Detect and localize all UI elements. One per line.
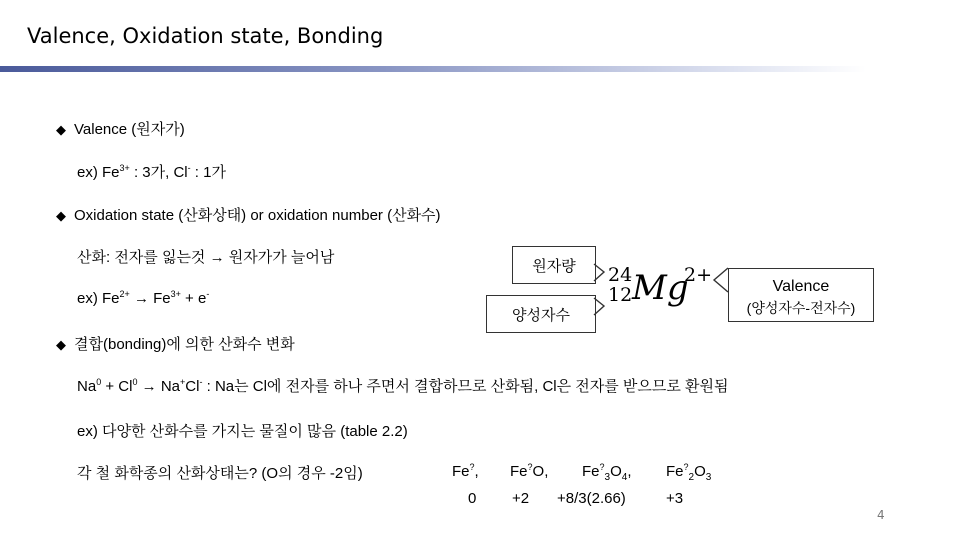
valence-heading: Valence (원자가) xyxy=(74,121,185,138)
nacl-sup: 0 xyxy=(132,377,138,387)
iron-species-3 xyxy=(666,462,711,483)
bonding-example: ex) 다양한 산화수를 가지는 물질이 많음 (table 2.2) xyxy=(77,423,408,440)
oxidation-heading: Oxidation state (산화상태) or oxidation number (산화수) xyxy=(74,207,441,224)
oxidation-value-3: +3 xyxy=(666,490,684,507)
species-text: O xyxy=(610,463,622,480)
species-sup: ? xyxy=(683,462,689,472)
valence-example-text: : 3가, Cl xyxy=(129,164,188,181)
diamond-bullet-icon: ◆ xyxy=(56,122,66,137)
oxidation-value-2: +8/3(2.66) xyxy=(557,490,626,507)
oxidation-example-sup: 2+ xyxy=(119,289,130,299)
species-sub: 2 xyxy=(688,472,695,483)
species-sup: ? xyxy=(599,462,605,472)
species-sup: ? xyxy=(469,462,475,472)
valence-callout-subtitle: (양성자수-전자수) xyxy=(746,300,856,316)
oxidation-example-text: + e xyxy=(180,290,207,307)
oxidation-example-sup: 3+ xyxy=(170,289,181,299)
valence-connector-arrow xyxy=(714,268,728,292)
iron-species-2 xyxy=(582,462,632,483)
nacl-text: + Cl xyxy=(101,378,133,395)
slide-title: Valence, Oxidation state, Bonding xyxy=(27,24,384,48)
nacl-text: Cl xyxy=(185,378,200,395)
page-number: 4 xyxy=(877,508,885,522)
species-text: , xyxy=(474,463,479,480)
species-sub: 3 xyxy=(604,472,611,483)
valence-example-text: ex) Fe xyxy=(77,164,120,181)
atomic-mass-box: 원자량 xyxy=(512,246,596,284)
nacl-sup: 0 xyxy=(96,377,102,387)
oxidation-example-text: → Fe xyxy=(129,290,171,307)
diamond-bullet-icon: ◆ xyxy=(56,337,66,352)
valence-example-sup: - xyxy=(187,163,191,173)
nacl-sup: - xyxy=(199,377,203,387)
mass-number: 24 xyxy=(608,264,633,286)
oxidation-example-text: ex) Fe xyxy=(77,290,120,307)
species-sub: 3 xyxy=(705,472,712,483)
proton-count-box: 양성자수 xyxy=(486,295,596,333)
species-text: , xyxy=(627,463,632,480)
species-sub: 4 xyxy=(621,472,628,483)
valence-example-text: : 1가 xyxy=(190,164,226,181)
species-text: O, xyxy=(532,463,549,480)
sodium-chloride-line xyxy=(77,375,729,396)
valence-callout-box xyxy=(728,268,874,322)
species-text: O xyxy=(694,463,706,480)
valence-example-sup: 3+ xyxy=(119,163,130,173)
species-text: Fe xyxy=(666,463,684,480)
nacl-text: Na xyxy=(77,378,97,395)
bonding-heading-line xyxy=(56,333,295,354)
oxidation-definition: 산화: 전자를 잃는것 → 원자가가 늘어남 xyxy=(77,249,335,266)
nacl-text: : Na는 Cl에 전자를 하나 주면서 결합하므로 산화됨, Cl은 전자를 받으므로 환원됨 xyxy=(202,378,729,395)
oxidation-example-sup: - xyxy=(206,289,210,299)
iron-question: 각 철 화학종의 산화상태는? (O의 경우 -2임) xyxy=(77,465,363,482)
element-symbol: Mg xyxy=(632,268,689,308)
diamond-bullet-icon: ◆ xyxy=(56,208,66,223)
oxidation-value-1: +2 xyxy=(512,490,530,507)
ion-charge: 2+ xyxy=(684,264,713,286)
valence-callout-title: Valence xyxy=(772,278,830,295)
oxidation-value-0: 0 xyxy=(468,490,477,507)
species-sup: ? xyxy=(527,462,533,472)
species-text: Fe xyxy=(510,463,528,480)
nuclide-notation xyxy=(600,264,713,308)
iron-species-1 xyxy=(510,462,548,480)
species-text: Fe xyxy=(582,463,600,480)
species-text: Fe xyxy=(452,463,470,480)
nacl-text: → Na xyxy=(137,378,180,395)
iron-species-0 xyxy=(452,462,479,480)
bonding-heading: 결합(bonding)에 의한 산화수 변화 xyxy=(74,336,295,353)
nacl-sup: + xyxy=(180,377,186,387)
atomic-number: 12 xyxy=(608,284,633,306)
